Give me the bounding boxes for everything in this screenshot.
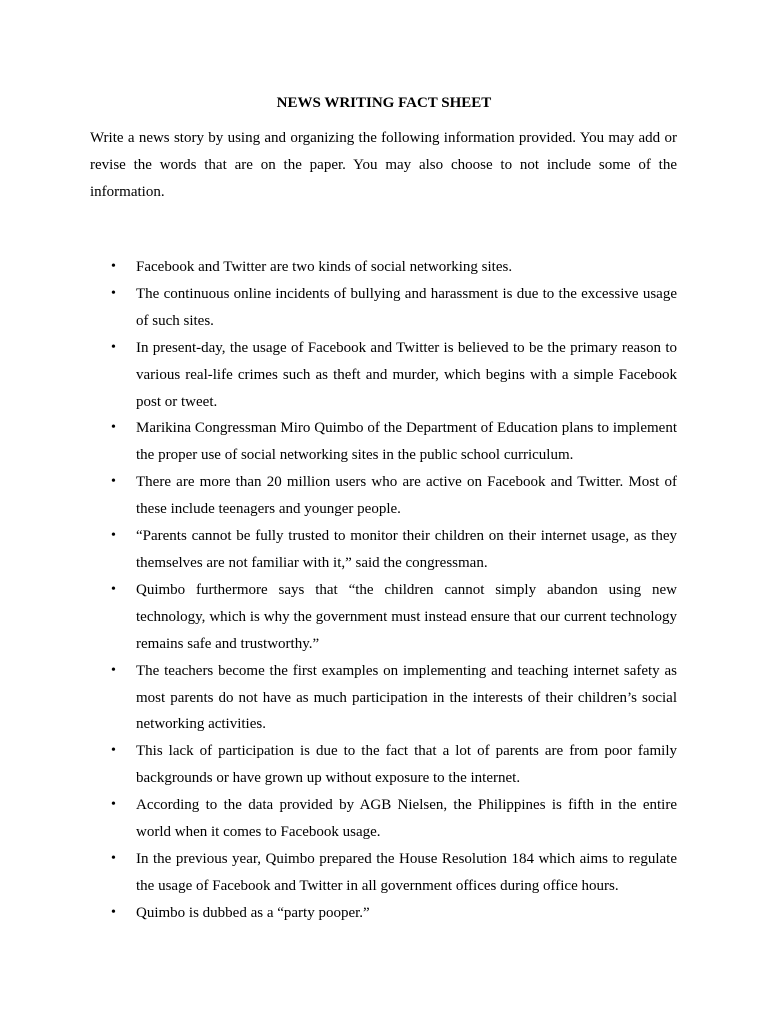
fact-list-item — [90, 523, 677, 577]
fact-text: In the previous year, Quimbo prepared the House Resolution 184 which aims to regulate the usage of Facebook and Twitter in all government offices during office hours. — [136, 850, 677, 894]
bullet-icon: • — [111, 850, 116, 866]
fact-text: Quimbo furthermore says that “the children cannot simply abandon using new technology, which is why the government must instead ensure that our current technology remains safe and trustworthy.” — [136, 581, 677, 652]
bullet-icon: • — [111, 474, 116, 490]
intro-paragraph: Write a news story by using and organizing the following information provided. You may add or revise the words that are on the paper. You may also choose to not include some of the information. — [90, 130, 677, 200]
fact-text: The teachers become the first examples on implementing and teaching internet safety as most parents do not have as much participation in the interests of their children’s social networking activities. — [136, 662, 677, 733]
fact-list — [90, 254, 677, 927]
bullet-icon: • — [111, 420, 116, 436]
bullet-icon: • — [111, 797, 116, 813]
bullet-icon: • — [111, 528, 116, 544]
fact-text: The continuous online incidents of bullying and harassment is due to the excessive usage of such sites. — [136, 285, 677, 329]
fact-list-item — [90, 469, 677, 523]
fact-text: Quimbo is dubbed as a “party pooper.” — [136, 904, 370, 921]
fact-text: This lack of participation is due to the fact that a lot of parents are from poor family backgrounds or have grown up without exposure to the internet. — [136, 743, 677, 787]
fact-list-item — [90, 846, 677, 900]
fact-text: Marikina Congressman Miro Quimbo of the Department of Education plans to implement the proper use of social networking sites in the public school curriculum. — [136, 420, 677, 464]
fact-text: According to the data provided by AGB Nielsen, the Philippines is fifth in the entire world when it comes to Facebook usage. — [136, 797, 677, 841]
fact-list-item — [90, 900, 677, 927]
bullet-icon: • — [111, 743, 116, 759]
fact-text: There are more than 20 million users who are active on Facebook and Twitter. Most of these include teenagers and younger people. — [136, 474, 677, 518]
fact-text: In present-day, the usage of Facebook and Twitter is believed to be the primary reason to various real-life crimes such as theft and murder, which begins with a simple Facebook post or tweet. — [136, 339, 677, 410]
fact-list-item — [90, 658, 677, 739]
fact-list-item — [90, 415, 677, 469]
document-title: NEWS WRITING FACT SHEET — [276, 95, 492, 111]
fact-list-item — [90, 738, 677, 792]
bullet-icon: • — [111, 581, 116, 597]
bullet-icon: • — [111, 662, 116, 678]
fact-list-item — [90, 577, 677, 658]
fact-list-item — [90, 254, 677, 281]
fact-text: “Parents cannot be fully trusted to monitor their children on their internet usage, as they themselves are not familiar with it,” said the congressman. — [136, 528, 677, 571]
fact-list-item — [90, 281, 677, 335]
fact-list-item — [90, 792, 677, 846]
fact-list-item — [90, 335, 677, 416]
bullet-icon: • — [111, 259, 116, 274]
bullet-icon: • — [111, 339, 116, 355]
fact-text: Facebook and Twitter are two kinds of social networking sites. — [136, 259, 513, 275]
bullet-icon: • — [111, 904, 116, 920]
bullet-icon: • — [111, 285, 116, 301]
